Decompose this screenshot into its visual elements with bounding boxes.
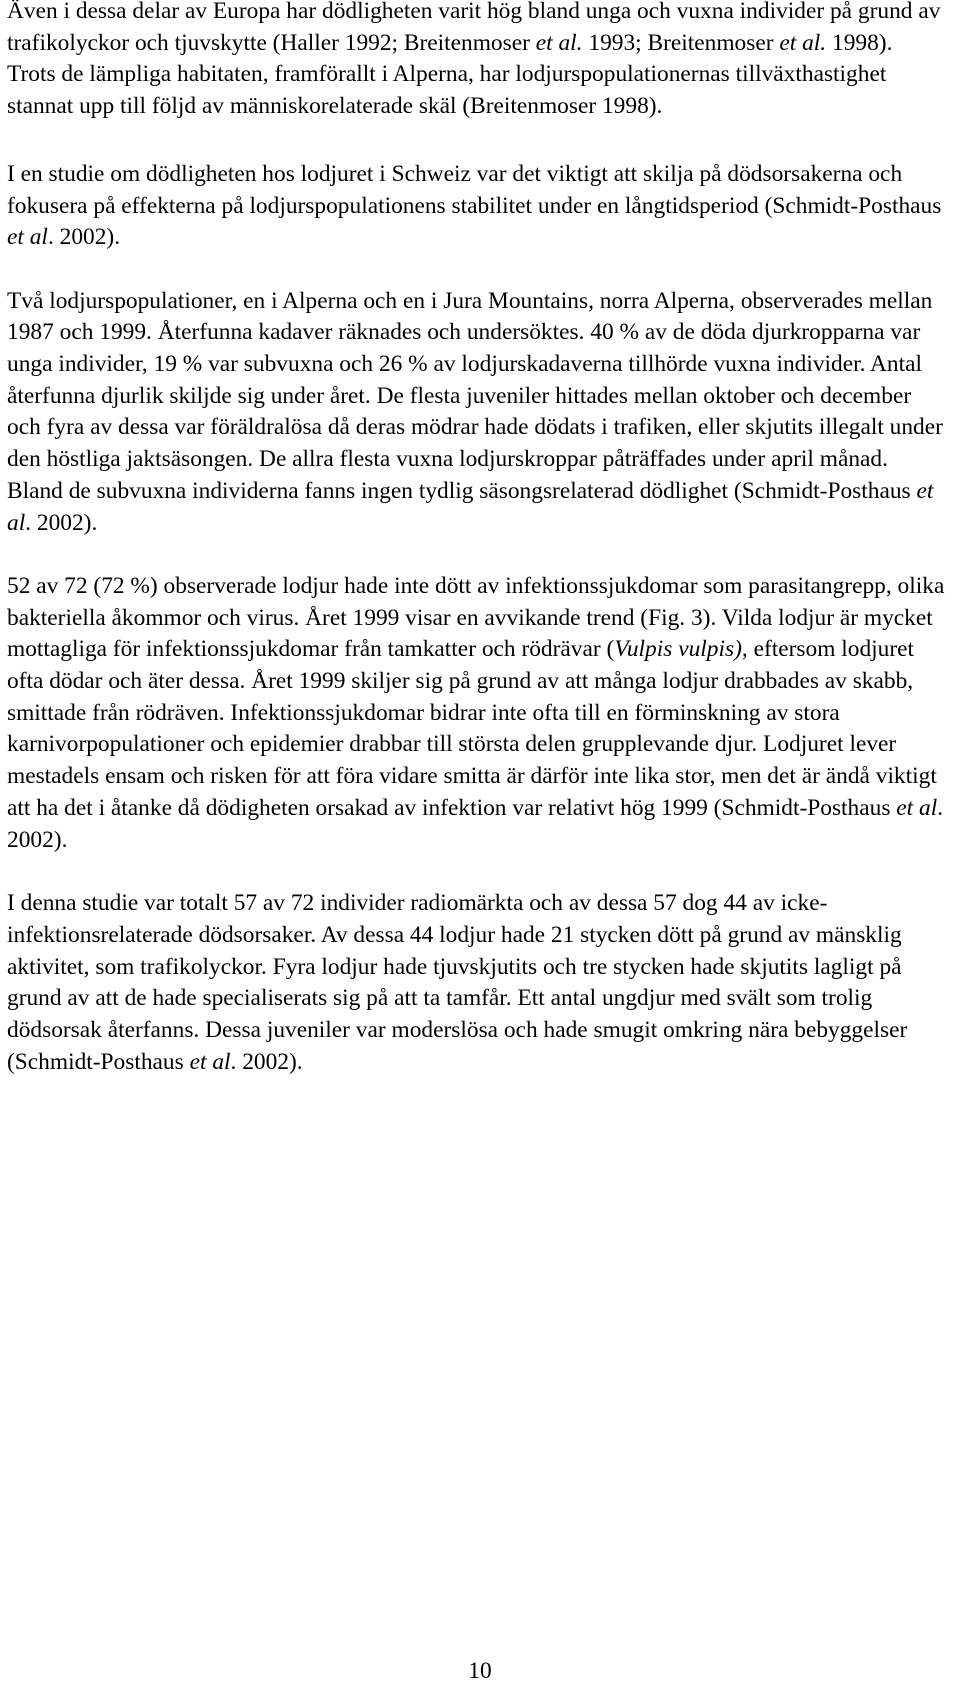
- page-number: 10: [468, 1658, 492, 1684]
- paragraph-4: [7, 571, 946, 856]
- text-run: eftersom lodjuret ofta dödar och äter dessa. Året 1999 skiljer sig på grund av att många lodjur drabbades av skabb, smittade från rödräven. Infektionssjukdomar bidrar inte ofta till en förminskning av stora karnivorpopulationer och epidemier drabbar till största delen grupplevande djur. Lodjuret lever mestadels ensam och risken för att föra vidare smitta är därför inte lika stor, men det är ändå viktigt att ha det i åtanke då dödigheten orsakad av infektion var relativt hög 1999 (Schmidt-Posthaus: [7, 636, 937, 821]
- text-run: . 2002).: [7, 794, 944, 853]
- text-run-italic: et al.: [779, 29, 827, 56]
- text-run: . 2002).: [47, 224, 121, 251]
- text-run-italic: et al: [7, 224, 48, 251]
- text-run: 52 av 72 (72 %) observerade lodjur hade inte dött av infektionssjukdomar som parasitangrepp, olika bakteriella åkommor och virus. Året 1999 visar en avvikande trend (Fig. 3). Vilda lodjur är mycket mottagliga för infektionssjukdomar från tamkatter och rödrävar (: [7, 572, 945, 663]
- text-run-italic: et al.: [535, 29, 583, 56]
- text-run: 1993; Breitenmoser: [582, 29, 780, 56]
- paragraph-1: [7, 0, 946, 123]
- text-run: I en studie om dödligheten hos lodjuret i Schweiz var det viktigt att skilja på dödsorsakerna och fokusera på effekterna på lodjurspopulationens stabilitet under en långtidsperiod (Schmidt-Posthaus: [7, 160, 942, 219]
- paragraph-2: [7, 159, 946, 254]
- text-run-italic: et al: [896, 794, 938, 821]
- text-run-italic: et al: [189, 1048, 231, 1075]
- text-run: I denna studie var totalt 57 av 72 individer radiomärkta och av dessa 57 dog 44 av icke- infektionsrelaterade dödsorsaker. Av dessa 44 lodjur hade 21 stycken dött på grund av mänsklig aktivitet, som trafikolyckor. Fyra lodjur hade tjuvskjutits och tre stycken hade skjutits lagligt på grund av att de hade specialiserats sig på att ta tamfår. Ett antal ungdjur med svält som trolig dödsorsak återfanns. Dessa juveniler var moderslösa och hade smugit omkring nära bebyggelser (Schmidt-Posthaus: [7, 890, 908, 1075]
- text-run-italic: Vulpis vulpis),: [614, 636, 748, 663]
- body-text: [7, 0, 946, 1078]
- text-run-italic: et al: [7, 477, 934, 536]
- text-run: . 2002).: [230, 1048, 303, 1075]
- paragraph-3: [7, 286, 946, 540]
- text-run: . 2002).: [25, 509, 98, 536]
- text-run: Även i dessa delar av Europa har dödligheten varit hög bland unga och vuxna individer på grund av trafikolyckor och tjuvskytte (Haller 1992; Breitenmoser: [7, 0, 941, 56]
- text-run: 1998). Trots de lämpliga habitaten, framförallt i Alperna, har lodjurspopulationernas tillväxthastighet stannat upp till följd av människorelaterade skäl (Breitenmoser 1998).: [7, 29, 893, 120]
- text-run: Två lodjurspopulationer, en i Alperna och en i Jura Mountains, norra Alperna, observerades mellan 1987 och 1999. Återfunna kadaver räknades och undersöktes. 40 % av de döda djurkropparna var unga individer, 19 % var subvuxna och 26 % av lodjurskadaverna tillhörde vuxna individer. Antal återfunna djurlik skiljde sig under året. De flesta juveniler hittades mellan oktober och december och fyra av dessa var föräldralösa då deras mödrar hade dödats i trafiken, eller skjutits illegalt under den höstliga jaktsäsongen. De allra flesta vuxna lodjurskroppar påträffades under april månad. Bland de subvuxna individerna fanns ingen tydlig säsongsrelaterad dödlighet (Schmidt-Posthaus: [7, 287, 943, 504]
- paragraph-5: [7, 888, 946, 1078]
